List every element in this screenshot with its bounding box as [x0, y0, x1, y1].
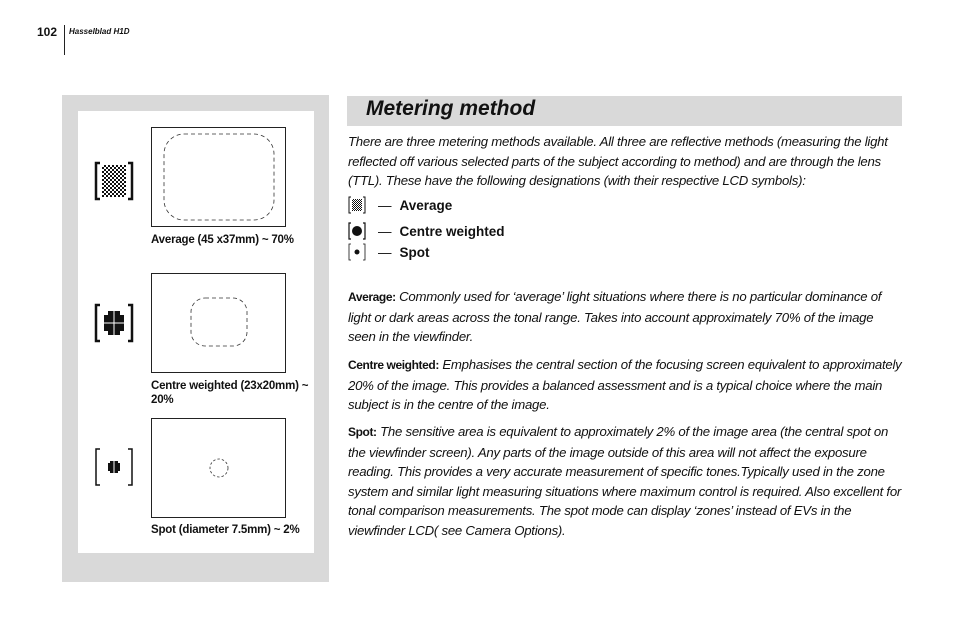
spot-area-frame [151, 418, 286, 518]
symbol-label-spot: Spot [399, 244, 430, 260]
intro-paragraph: There are three metering methods available. All three are reflective methods (measuring the light reflected off various selected parts of the subject according to method) and are through the lens (TTL). These have the following designations (with their respective LCD symbols): [348, 134, 888, 188]
centre-weighted-lcd-icon [348, 222, 366, 240]
average-text: Commonly used for ‘average’ light situations where there is no particular dominance of light or dark areas across the tonal range. Takes into account approximately 70% of the image seen in the viewfinder. [348, 289, 882, 344]
symbol-dash: — [378, 197, 392, 213]
spot-lcd-icon [348, 243, 366, 261]
symbol-row-centre-weighted [348, 222, 505, 240]
average-lead: Average: [348, 290, 396, 304]
section-title-bar [347, 96, 902, 126]
average-figure-caption: Average (45 x37mm) ~ 70% [151, 234, 294, 246]
illustration-panel-inner [78, 111, 314, 553]
symbol-label-centre-weighted: Centre weighted [399, 223, 505, 239]
section-title: Metering method [366, 97, 536, 120]
header-divider [64, 25, 65, 55]
symbol-label-average: Average [399, 197, 453, 213]
symbol-dash: — [378, 244, 392, 260]
spot-paragraph [348, 422, 904, 540]
average-lcd-icon [348, 196, 366, 214]
page-number: 102 [37, 25, 58, 39]
centre-weighted-text: Emphasises the central section of the focusing screen equivalent to approximately 20% of the image. This provides a balanced assessment and is a typical choice where the main subject is in the centre of the image. [348, 357, 902, 412]
spot-text: The sensitive area is equivalent to approximately 2% of the image area (the central spot on the viewfinder screen). Any parts of the image outside of this area will not affect the exposure reading. This provides a very accurate measurement of specific tones.Typically used in the zone system and similar light measuring situations where maximum control is required. Also excellent for tonal comparison measurements. The spot mode can display ‘zones’ instead of EVs in the viewfinder LCD( see Camera Options). [348, 424, 902, 538]
centre-weighted-lcd-icon [94, 301, 134, 350]
average-area-frame [151, 127, 286, 227]
centre-weighted-area-frame [151, 273, 286, 373]
centre-weighted-paragraph [348, 355, 904, 415]
spot-lead: Spot: [348, 425, 377, 439]
symbol-dash: — [378, 223, 392, 239]
average-paragraph [348, 287, 904, 347]
illustration-panel [62, 95, 329, 582]
spot-figure-caption: Spot (diameter 7.5mm) ~ 2% [151, 524, 300, 536]
symbol-row-average [348, 196, 452, 214]
book-title: Hasselblad H1D [69, 27, 130, 36]
centre-weighted-figure-caption: Centre weighted (23x20mm) ~ 20% [151, 380, 309, 406]
spot-lcd-icon [94, 445, 134, 494]
centre-weighted-lead: Centre weighted: [348, 358, 439, 372]
average-lcd-icon [94, 159, 134, 208]
symbol-row-spot [348, 243, 430, 261]
